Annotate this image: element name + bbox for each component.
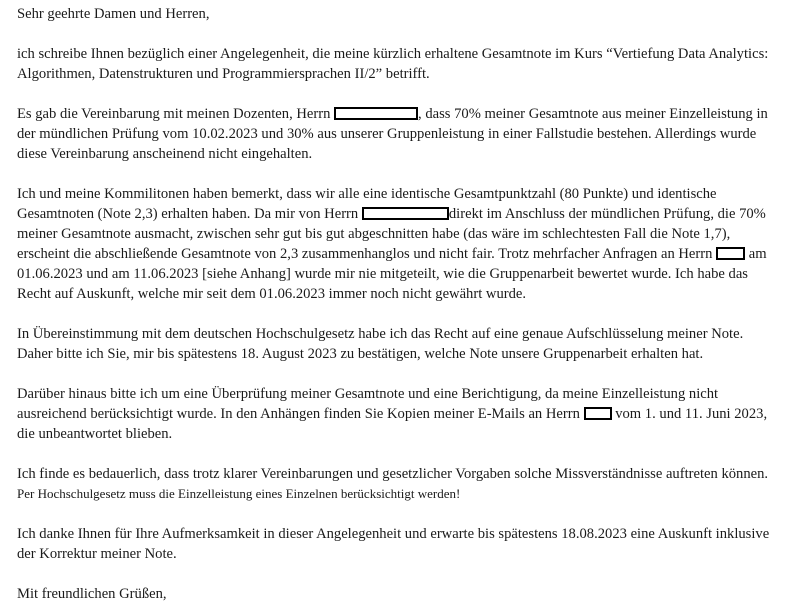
paragraph-line: ich schreibe Ihnen bezüglich einer Angelegenheit, die meine kürzlich erhaltene Gesamtnote im Kurs “Vertiefung Data Analytics: (17, 46, 769, 62)
paragraph-gap (17, 24, 802, 44)
paragraph-line: Ich finde es bedauerlich, dass trotz klarer Vereinbarungen und gesetzlicher Vorgaben solche Missverständnisse auftreten können. (17, 466, 769, 482)
letter-body (17, 4, 802, 604)
paragraph-gap (17, 84, 802, 104)
salutation: Sehr geehrte Damen und Herren, (17, 6, 210, 22)
closing: Mit freundlichen Grüßen, (17, 586, 167, 602)
paragraph-line: Ich und meine Kommilitonen haben bemerkt, dass wir alle eine identische Gesamtpunktzahl (80 Punkte) und identische (17, 186, 717, 202)
paragraph-line: der mündlichen Prüfung vom 10.02.2023 und 30% aus unserer Gruppenleistung in einer Fallstudie bestehen. Allerdings wurde (17, 126, 757, 142)
paragraph-line: diese Vereinbarung anscheinend nicht eingehalten. (17, 146, 313, 162)
paragraph-gap (17, 304, 802, 324)
paragraph-line: In Übereinstimmung mit dem deutschen Hochschulgesetz habe ich das Recht auf eine genaue Aufschlüsselung meiner Note. (17, 326, 744, 342)
paragraph-line (17, 104, 802, 124)
paragraph-line: Darüber hinaus bitte ich um eine Überprüfung meiner Gesamtnote und eine Berichtigung, da meine Einzelleistung nicht (17, 386, 719, 402)
text-segment: , dass 70% meiner Gesamtnote aus meiner Einzelleistung in (418, 106, 768, 122)
redacted-name-box (584, 407, 612, 420)
paragraph-line: meiner Gesamtnote ausmacht, zwischen sehr gut bis gut abgeschnitten habe (das wäre im schlechtesten Fall die Note 1,7), (17, 226, 731, 242)
paragraph-2 (17, 104, 802, 164)
paragraph-line (17, 204, 802, 224)
paragraph-3 (17, 184, 802, 304)
paragraph-line: Algorithmen, Datenstrukturen und Programmiersprachen II/2” betrifft. (17, 66, 430, 82)
paragraph-1 (17, 44, 802, 84)
text-segment: Es gab die Vereinbarung mit meinen Dozenten, Herrn (17, 106, 335, 122)
text-segment: vom 1. und 11. Juni 2023, (611, 406, 768, 422)
paragraph-gap (17, 164, 802, 184)
text-segment: erscheint die abschließende Gesamtnote von 2,3 zusammenhanglos und nicht fair. Trotz mehrfacher Anfragen an Herrn (17, 246, 717, 262)
paragraph-6 (17, 464, 802, 504)
paragraph-gap (17, 444, 802, 464)
paragraph-7 (17, 524, 802, 564)
redacted-name-box (334, 107, 418, 120)
paragraph-gap (17, 564, 802, 584)
paragraph-line: 01.06.2023 und am 11.06.2023 [siehe Anhang] wurde mir nie mitgeteilt, wie die Gruppenarbeit bewertet wurde. Ich habe das (17, 266, 748, 282)
paragraph-line-small: Per Hochschulgesetz muss die Einzelleistung eines Einzelnen berücksichtigt werden! (17, 486, 461, 501)
text-segment: direkt im Anschluss der mündlichen Prüfung, die 70% (448, 206, 766, 222)
paragraph-line (17, 244, 802, 264)
text-segment: am (745, 246, 767, 262)
paragraph-gap (17, 364, 802, 384)
paragraph-line: die unbeantwortet blieben. (17, 426, 173, 442)
redacted-name-box (362, 207, 449, 220)
paragraph-4 (17, 324, 802, 364)
paragraph-line: Ich danke Ihnen für Ihre Aufmerksamkeit in dieser Angelegenheit und erwarte bis spätestens 18.08.2023 eine Auskunft inklusive (17, 526, 770, 542)
redacted-name-box (716, 247, 745, 260)
text-segment: Gesamtnoten (Note 2,3) erhalten haben. Da mir von Herrn (17, 206, 362, 222)
paragraph-line: Recht auf Auskunft, welche mir seit dem 01.06.2023 immer noch nicht gewährt wurde. (17, 286, 527, 302)
paragraph-gap (17, 504, 802, 524)
paragraph-line (17, 404, 802, 424)
text-segment: ausreichend berücksichtigt wurde. In den Anhängen finden Sie Kopien meiner E-Mails an Herrn (17, 406, 584, 422)
paragraph-line: Daher bitte ich Sie, mir bis spätestens 18. August 2023 zu bestätigen, welche Note unsere Gruppenarbeit erhalten hat. (17, 346, 704, 362)
paragraph-line: der Korrektur meiner Note. (17, 546, 177, 562)
paragraph-5 (17, 384, 802, 444)
